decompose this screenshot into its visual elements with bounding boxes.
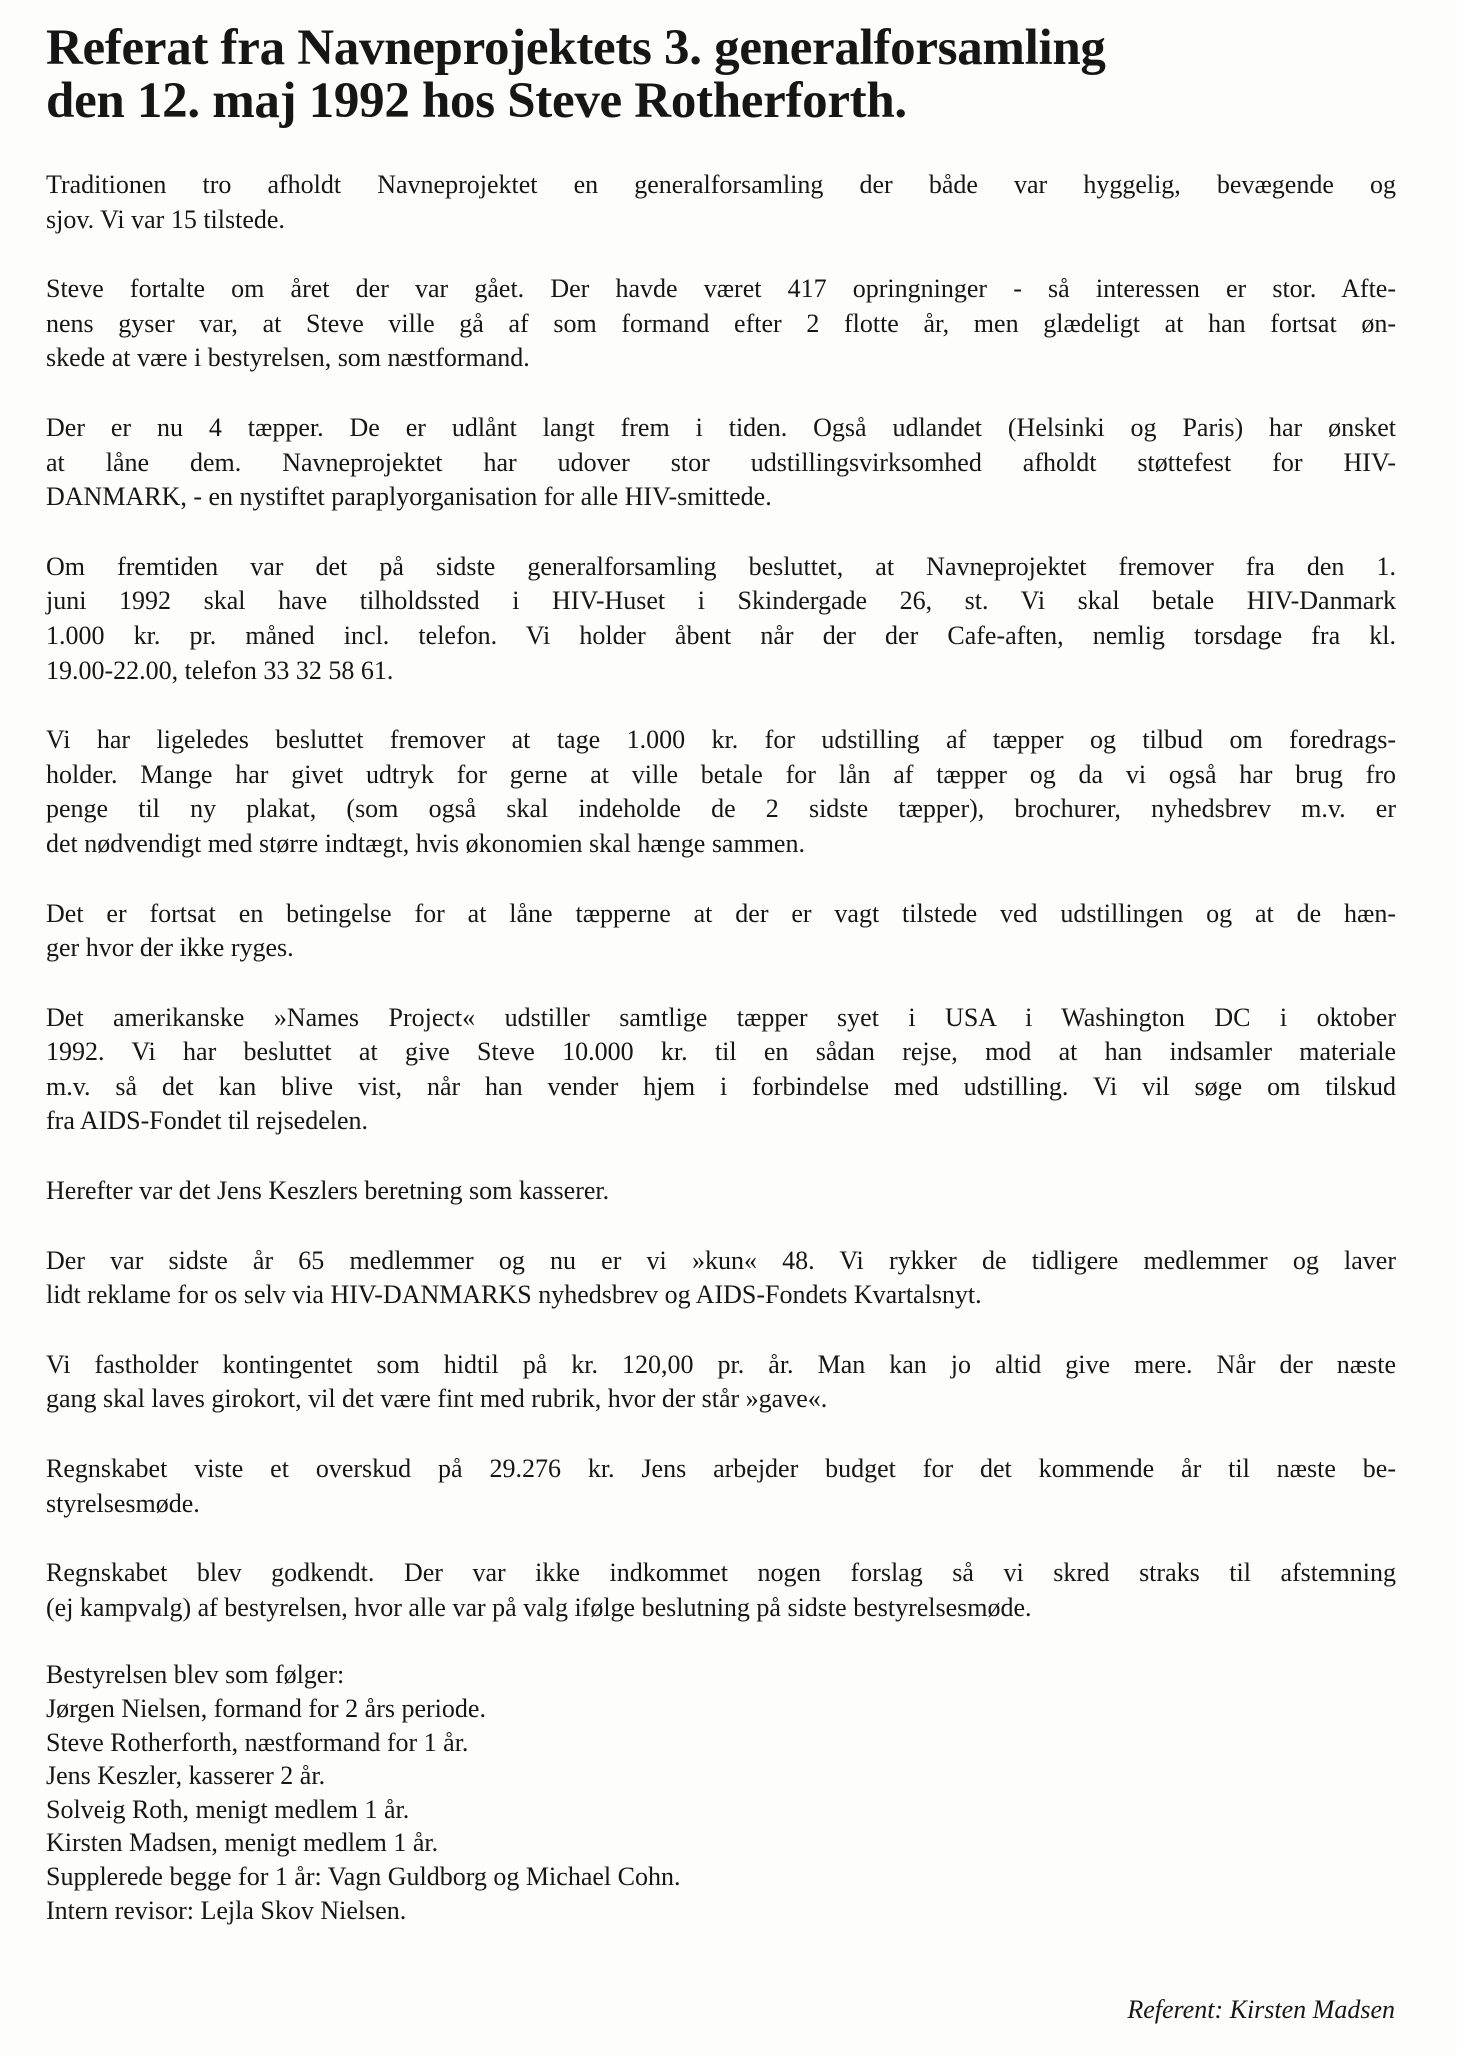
paragraph xyxy=(46,411,1396,515)
paragraph xyxy=(46,550,1396,688)
text-line: nens gyser var, at Steve ville gå af som formand efter 2 flotte år, men glædeligt at han fortsat øn- xyxy=(46,308,1396,338)
board-member: Intern revisor: Lejla Skov Nielsen. xyxy=(46,1895,407,1925)
minutes-body xyxy=(46,168,1396,1625)
text-line: Vi har ligeledes besluttet fremover at tage 1.000 kr. for udstilling af tæpper og tilbud om foredrags- xyxy=(46,725,1396,755)
text-line: styrelsesmøde. xyxy=(46,1488,200,1518)
text-line: Der var sidste år 65 medlemmer og nu er vi »kun« 48. Vi rykker de tidligere medlemmer og laver xyxy=(46,1245,1396,1275)
text-line: skede at være i bestyrelsen, som næstformand. xyxy=(46,343,530,373)
paragraph xyxy=(46,897,1396,966)
board-member: Jørgen Nielsen, formand for 2 års periode. xyxy=(46,1694,486,1723)
paragraph xyxy=(46,1244,1396,1313)
text-line: Regnskabet blev godkendt. Der var ikke indkommet nogen forslag så vi skred straks til afstemning xyxy=(46,1558,1396,1588)
text-line: Det er fortsat en betingelse for at låne tæpperne at der er vagt tilstede ved udstillingen og at de hæn- xyxy=(46,898,1396,928)
text-line: lidt reklame for os selv via HIV-DANMARKS nyhedsbrev og AIDS-Fondets Kvartalsnyt. xyxy=(46,1280,982,1310)
board-member: Solveig Roth, menigt medlem 1 år. xyxy=(46,1794,410,1824)
paragraph xyxy=(46,1001,1396,1139)
text-line: Der er nu 4 tæpper. De er udlånt langt frem i tiden. Også udlandet (Helsinki og Paris) har ønsket xyxy=(46,412,1396,442)
text-line: at låne dem. Navneprojektet har udover stor udstillingsvirksomhed afholdt støttefest for HIV- xyxy=(46,447,1396,477)
paragraph xyxy=(46,1556,1396,1625)
text-line: gang skal laves girokort, vil det være fint med rubrik, hvor der står »gave«. xyxy=(46,1384,828,1414)
text-line: det nødvendigt med større indtægt, hvis økonomien skal hænge sammen. xyxy=(46,828,805,858)
paragraph xyxy=(46,168,1396,237)
text-line: Steve fortalte om året der var gået. Der havde været 417 opringninger - så interessen er stor. Afte- xyxy=(46,274,1396,304)
text-line: penge til ny plakat, (som også skal indeholde de 2 sidste tæpper), brochurer, nyhedsbrev m.v. er xyxy=(46,794,1396,824)
text-line: (ej kampvalg) af bestyrelsen, hvor alle var på valg ifølge beslutning på sidste bestyrelsesmøde. xyxy=(46,1592,1032,1622)
board-members xyxy=(46,1692,1396,1927)
text-line: m.v. så det kan blive vist, når han vender hjem i forbindelse med udstilling. Vi vil søge om tilskud xyxy=(46,1071,1396,1101)
text-line: Herefter var det Jens Keszlers beretning som kasserer. xyxy=(46,1176,610,1206)
referent-signature: Referent: Kirsten Madsen xyxy=(1127,1995,1395,2024)
board-member: Supplerede begge for 1 år: Vagn Guldborg og Michael Cohn. xyxy=(46,1861,681,1891)
text-line: Det amerikanske »Names Project« udstiller samtlige tæpper syet i USA i Washington DC i oktober xyxy=(46,1002,1396,1032)
paragraph xyxy=(46,1174,1396,1209)
text-line: holder. Mange har givet udtryk for gerne at ville betale for lån af tæpper og da vi også har brug fro xyxy=(46,759,1396,789)
text-line: juni 1992 skal have tilholdssted i HIV-Huset i Skindergade 26, st. Vi skal betale HIV-Danmark xyxy=(46,586,1396,616)
paragraph xyxy=(46,723,1396,861)
board-heading: Bestyrelsen blev som følger: xyxy=(46,1660,345,1690)
text-line: ger hvor der ikke ryges. xyxy=(46,933,294,963)
paragraph xyxy=(46,1348,1396,1417)
text-line: Traditionen tro afholdt Navneprojektet en generalforsamling der både var hyggelig, bevægende og xyxy=(46,170,1396,199)
text-line: 19.00-22.00, telefon 33 32 58 61. xyxy=(46,655,394,685)
paragraph xyxy=(46,1452,1396,1521)
title-line: Referat fra Navneprojektets 3. generalforsamling xyxy=(46,20,1106,76)
text-line: fra AIDS-Fondet til rejsedelen. xyxy=(46,1106,369,1136)
text-line: 1.000 kr. pr. måned incl. telefon. Vi holder åbent når der der Cafe-aften, nemlig torsdage fra kl. xyxy=(46,620,1396,650)
board-member: Steve Rotherforth, næstformand for 1 år. xyxy=(46,1727,469,1757)
text-line: Vi fastholder kontingentet som hidtil på kr. 120,00 pr. år. Man kan jo altid give mere. Når der næste xyxy=(46,1349,1396,1379)
board-member: Jens Keszler, kasserer 2 år. xyxy=(46,1761,326,1791)
text-line: DANMARK, - en nystiftet paraplyorganisation for alle HIV-smittede. xyxy=(46,482,772,512)
page-title xyxy=(46,22,1396,128)
text-line: Regnskabet viste et overskud på 29.276 kr. Jens arbejder budget for det kommende år til næste be- xyxy=(46,1454,1396,1484)
text-line: 1992. Vi har besluttet at give Steve 10.000 kr. til en sådan rejse, mod at han indsamler materiale xyxy=(46,1037,1396,1067)
document-page xyxy=(46,22,1396,1927)
text-line: Om fremtiden var det på sidste generalforsamling besluttet, at Navneprojektet fremover fra den 1. xyxy=(46,551,1396,581)
board-list xyxy=(46,1658,1396,1927)
board-member: Kirsten Madsen, menigt medlem 1 år. xyxy=(46,1828,439,1858)
paragraph xyxy=(46,272,1396,376)
title-line: den 12. maj 1992 hos Steve Rotherforth. xyxy=(46,73,907,129)
text-line: sjov. Vi var 15 tilstede. xyxy=(46,204,285,234)
